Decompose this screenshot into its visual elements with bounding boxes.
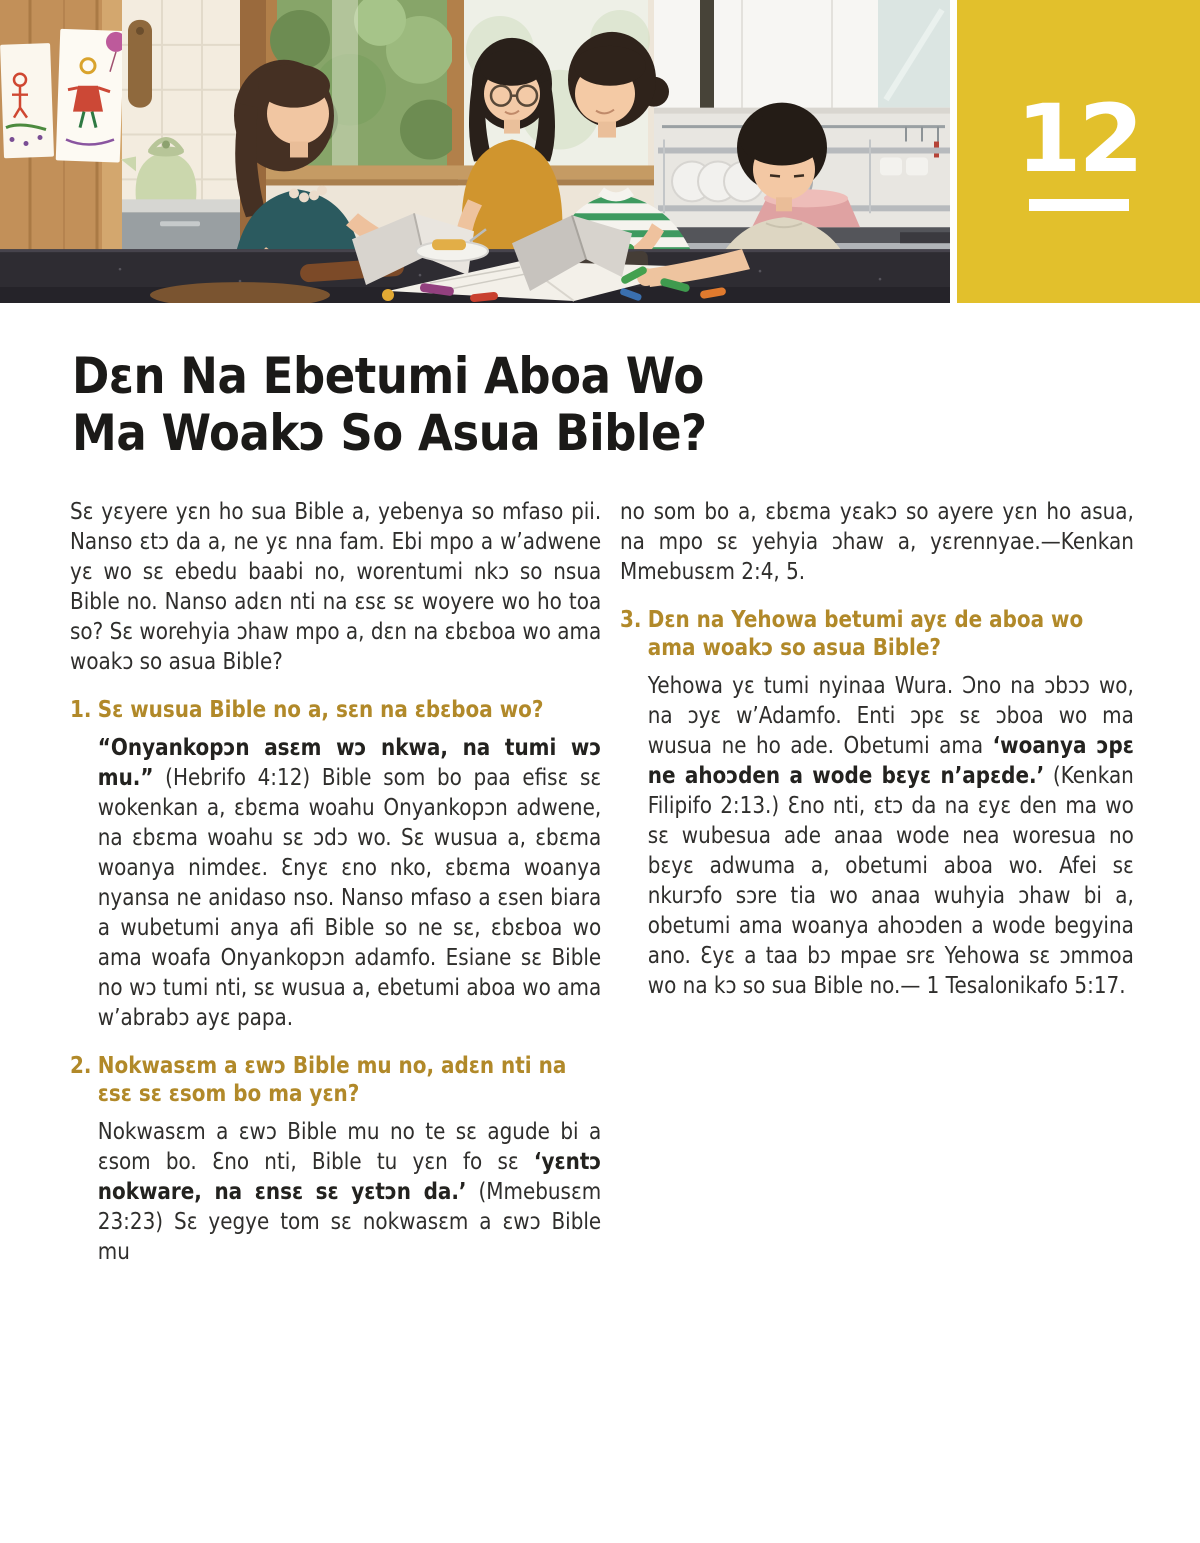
question-2-paragraph: Nokwasɛm a ɛwɔ Bible mu no te sɛ agude bi a ɛsom bo. Ɛno nti, Bible tu yɛn fo sɛ ‘yɛntɔ nokware, na ɛnsɛ sɛ yɛtɔn da.’ (Mmebusɛm 23:23) Sɛ yegye tom sɛ nokwasɛm a ɛwɔ Bible mu: [97, 1119, 602, 1265]
question-3-heading: Dɛn na Yehowa betumi ayɛ de aboa wo ama woakɔ so asua Bible?: [647, 607, 1084, 661]
column-right: [620, 497, 1134, 1001]
question-1-paragraph: “Onyankopɔn asɛm wɔ nkwa, na tumi wɔ mu.” (Hebrifo 4:12) Bible som bo paa efisɛ sɛ wokenkan a, ɛbɛma woahu Onyankopɔn adwene, na ɛbɛma woahu sɛ ɔdɔ wo. Sɛ wusua a, ɛbɛma woanya nimdeɛ. Ɛnyɛ ɛno nko, ɛbɛma woanya nyansa ne anidaso nso. Nanso mfaso a ɛsen biara a wubetumi anya afi Bible so ne sɛ, ɛbɛboa wo ama woafa Onyankopɔn adamfo. Esiane sɛ Bible no wɔ tumi nti, sɛ wusua a, ebetumi aboa wo ama w’abrabɔ ayɛ papa.: [97, 735, 602, 1031]
question-2-heading: Nokwasɛm a ɛwɔ Bible mu no, adɛn nti na ɛsɛ sɛ ɛsom bo ma yɛn?: [97, 1053, 567, 1107]
question-2-number: 2.: [70, 1053, 92, 1079]
question-1-number: 1.: [70, 697, 92, 723]
title-line-1: Dɛn Na Ebetumi Aboa Wo: [72, 347, 704, 405]
question-1-heading: Sɛ wusua Bible no a, sɛn na ɛbɛboa wo?: [97, 697, 544, 723]
intro-paragraph: Sɛ yɛyere yɛn ho sua Bible a, yebenya so mfaso pii. Nanso ɛtɔ da a, ne yɛ nna fam. Ebi mpo a w’adwene yɛ wo sɛ ebedu baabi no, worentumi nkɔ so nsua Bible no. Nanso adɛn nti na ɛsɛ sɛ woyere wo ho toa so? Sɛ worehyia ɔhaw mpo a, dɛn na ɛbɛboa wo ama woakɔ so asua Bible?: [70, 499, 602, 675]
chapter-badge: [957, 0, 1200, 303]
question-3-paragraph: Yehowa yɛ tumi nyinaa Wura. Ɔno na ɔbɔɔ wo, na ɔyɛ w’Adamfo. Enti ɔpɛ sɛ ɔboa wo ma wusua ne ho ade. Obetumi ama ‘woanya ɔpɛ ne ahoɔden a wode bɛyɛ n’apɛde.’ (Kenkan Filipifo 2:13.) Ɛno nti, ɛtɔ da na ɛyɛ den ma wo sɛ wubesua ade anaa wode nea woresua no bɛyɛ adwuma a, obetumi aboa wo. Afei sɛ nkurɔfo sɔre tia wo anaa wuhyia ɔhaw bi a, obetumi ama woanya ahoɔden a wode begyina ano. Ɛyɛ a taa bɔ mpae srɛ Yehowa sɛ ɔmmoa wo na kɔ so sua Bible no.— 1 Tesalonikafo 5:17.: [647, 673, 1134, 999]
kitchen-scene: [0, 0, 950, 303]
chapter-number: 12: [1016, 85, 1141, 195]
question-2-continuation-paragraph: no som bo a, ɛbɛma yɛakɔ so ayere yɛn ho asua, na mpo sɛ yehyia ɔhaw a, yɛrennyae.—Kenkan Mmebusɛm 2:4, 5.: [620, 499, 1134, 585]
question-block-2: [70, 1052, 601, 1267]
question-block-3: [620, 606, 1134, 1001]
title-line-2: Ma Woakɔ So Asua Bible?: [72, 404, 707, 462]
chapter-underline: [1029, 199, 1129, 211]
child-drawings: [0, 29, 126, 163]
column-left: [70, 497, 601, 1267]
question-block-1: [70, 696, 601, 1033]
page-title: [72, 348, 783, 462]
kitchen-family-photo: [0, 0, 950, 303]
question-3-number: 3.: [620, 607, 642, 633]
